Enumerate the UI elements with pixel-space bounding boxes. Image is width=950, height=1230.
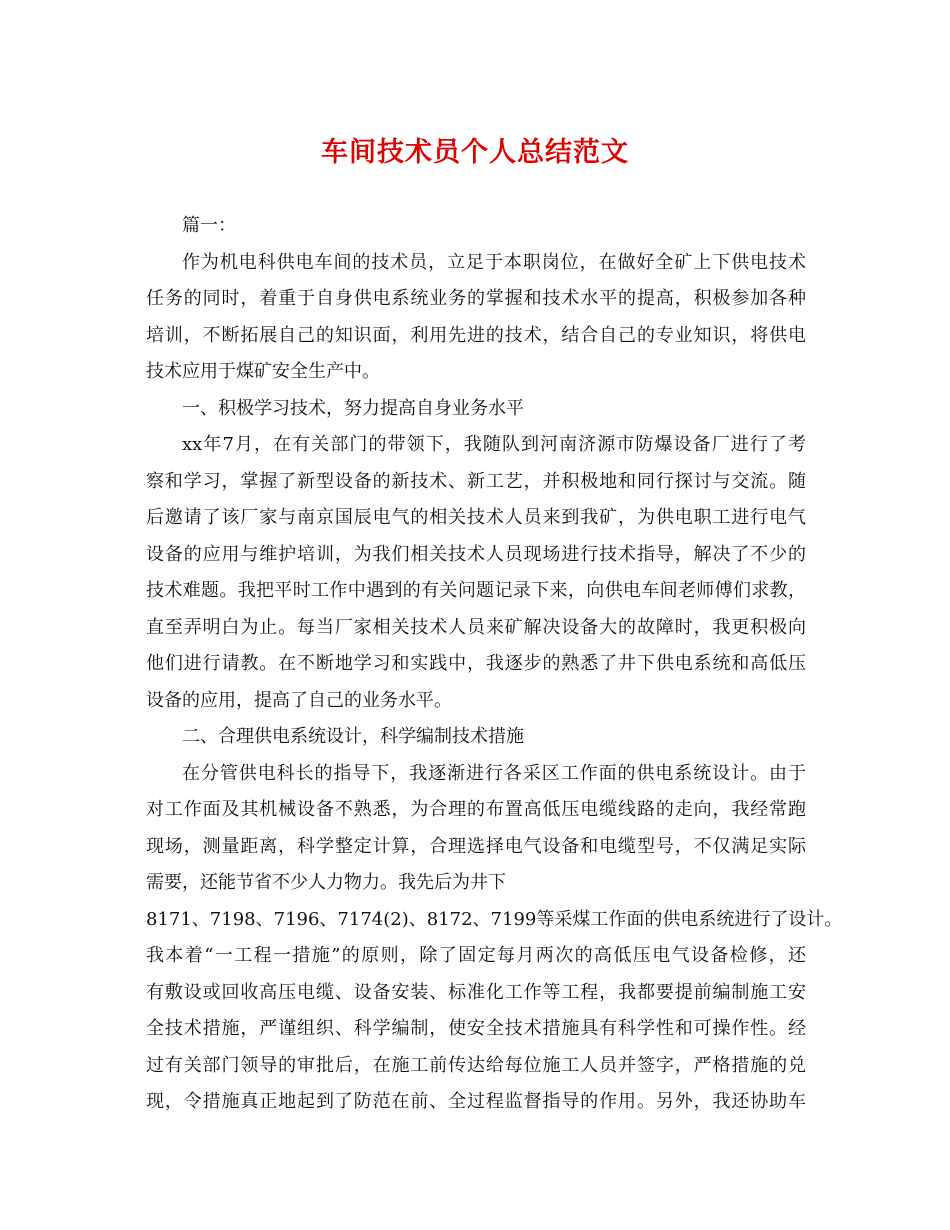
paragraph-line: 8171、7198、7196、7174(2)、8172、7199等采煤工作面的供电系统进行了设计。 [146,908,843,930]
paragraph-line: xx年7月，在有关部门的带领下，我随队到河南济源市防爆设备厂进行了考 [182,434,806,455]
paragraph-line: 技术难题。我把平时工作中遇到的有关问题记录下来，向供电车间老师傅们求教， [146,580,806,601]
paragraph-line: 他们进行请教。在不断地学习和实践中，我逐步的熟悉了井下供电系统和高低压 [146,653,806,674]
document-body [146,208,843,1121]
paragraph-line: 需要，还能节省不少人力物力。我先后为井下 [146,872,506,893]
paragraph-line: 技术应用于煤矿安全生产中。 [146,361,380,382]
paragraph-line: 在分管供电科长的指导下，我逐渐进行各采区工作面的供电系统设计。由于 [182,762,806,784]
paragraph-line: 直至弄明白为止。每当厂家相关技术人员来矿解决设备大的故障时，我更积极向 [146,616,806,638]
paragraph-line: 过有关部门领导的审批后，在施工前传达给每位施工人员并签字，严格措施的兑 [146,1054,806,1076]
paragraph-line: 全技术措施，严谨组织、科学编制，使安全技术措施具有科学性和可操作性。经 [146,1018,806,1039]
paragraph-line: 有敷设或回收高压电缆、设备安装、标准化工作等工程，我都要提前编制施工安 [146,981,806,1003]
paragraph-line: 现，令措施真正地起到了防范在前、全过程监督指导的作用。另外，我还协助车 [146,1091,806,1112]
paragraph-line: 任务的同时，着重于自身供电系统业务的掌握和技术水平的提高，积极参加各种 [146,288,806,309]
section-heading: 一、积极学习技术，努力提高自身业务水平 [182,397,524,419]
section-heading: 二、合理供电系统设计，科学编制技术措施 [182,726,524,747]
section-label: 篇一： [182,215,236,236]
paragraph-line: 培训，不断拓展自己的知识面，利用先进的技术，结合自己的专业知识，将供电 [146,324,806,346]
paragraph-line: 设备的应用与维护培训，为我们相关技术人员现场进行技术指导，解决了不少的 [146,543,806,565]
page-title: 车间技术员个人总结范文 [321,137,629,168]
paragraph-line: 我本着“一工程一措施”的原则，除了固定每月两次的高低压电气设备检修，还 [146,945,806,966]
paragraph-line: 察和学习，掌握了新型设备的新技术、新工艺，并积极地和同行探讨与交流。随 [146,470,806,492]
paragraph-line: 后邀请了该厂家与南京国辰电气的相关技术人员来到我矿，为供电职工进行电气 [146,507,806,528]
paragraph-line: 现场，测量距离，科学整定计算，合理选择电气设备和电缆型号，不仅满足实际 [146,835,806,857]
paragraph-line: 设备的应用，提高了自己的业务水平。 [146,689,452,711]
paragraph-line: 作为机电科供电车间的技术员，立足于本职岗位，在做好全矿上下供电技术 [182,251,806,273]
paragraph-line: 对工作面及其机械设备不熟悉，为合理的布置高低压电缆线路的走向，我经常跑 [146,799,806,820]
